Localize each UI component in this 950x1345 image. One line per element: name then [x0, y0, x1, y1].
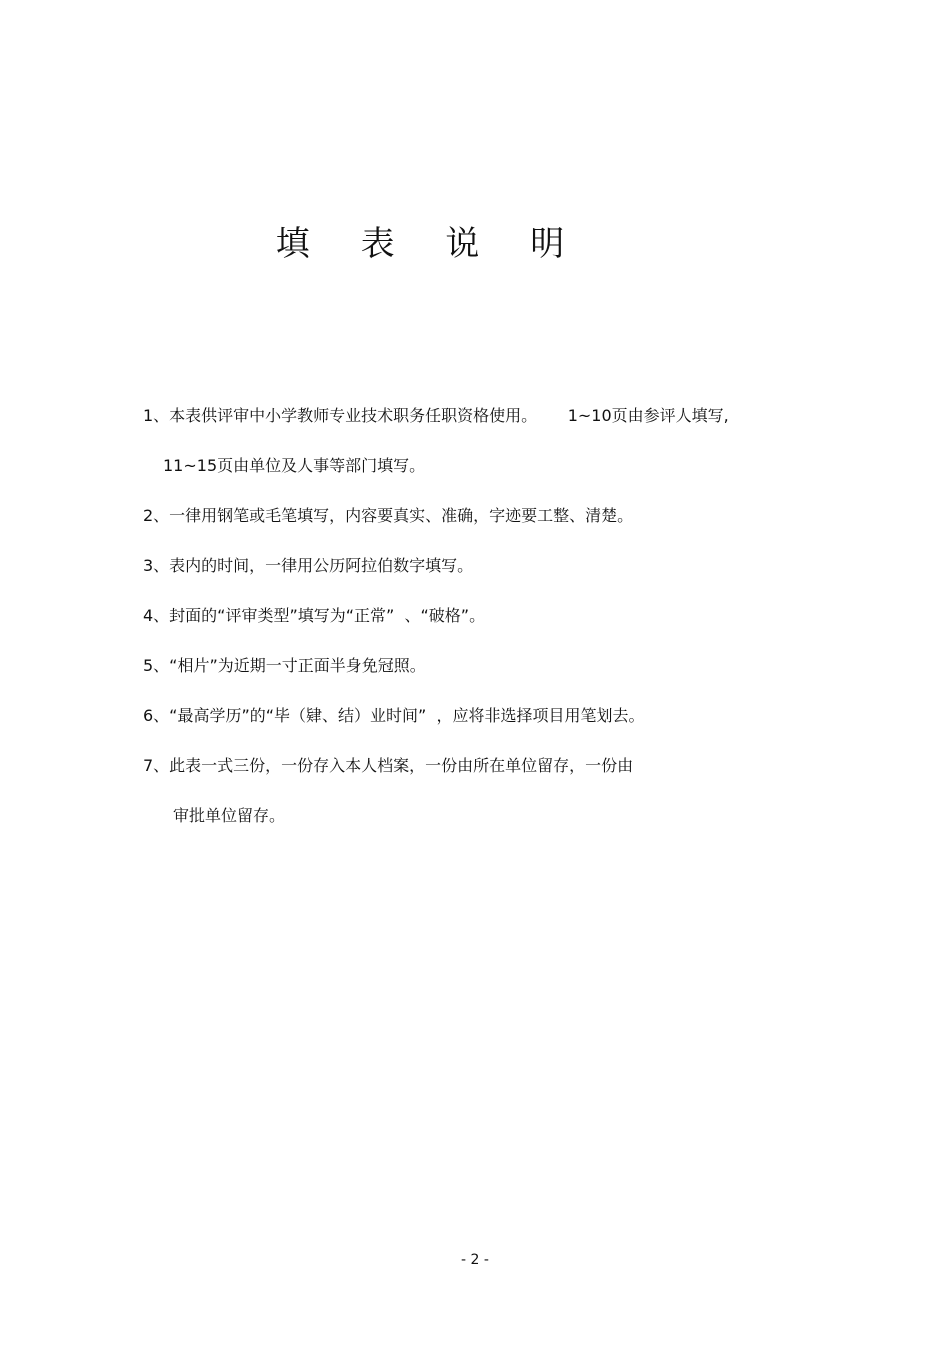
page-title: 填 表 说 明	[275, 224, 585, 264]
instruction-7-line-1: 7、此表一式三份，一份存入本人档案，一份由所在单位留存，一份由	[143, 756, 634, 775]
instruction-7-line-2: 审批单位留存。	[173, 806, 286, 825]
instruction-1-line-2: 11~15页由单位及人事等部门填写。	[163, 456, 426, 475]
instruction-4: 4、封面的“评审类型”填写为“正常” 、“破格”。	[143, 606, 486, 625]
instruction-6: 6、“最高学历”的“毕（肄、结）业时间” ，应将非选择项目用笔划去。	[143, 706, 645, 725]
instruction-1-line-1: 1、本表供评审中小学教师专业技术职务任职资格使用。 1~10页由参评人填写,	[143, 406, 729, 425]
instruction-5: 5、“相片”为近期一寸正面半身免冠照。	[143, 656, 426, 675]
instruction-2: 2、一律用钢笔或毛笔填写，内容要真实、准确，字迹要工整、清楚。	[143, 506, 634, 525]
instruction-3: 3、表内的时间，一律用公历阿拉伯数字填写。	[143, 556, 474, 575]
page-number: - 2 -	[461, 1252, 489, 1268]
